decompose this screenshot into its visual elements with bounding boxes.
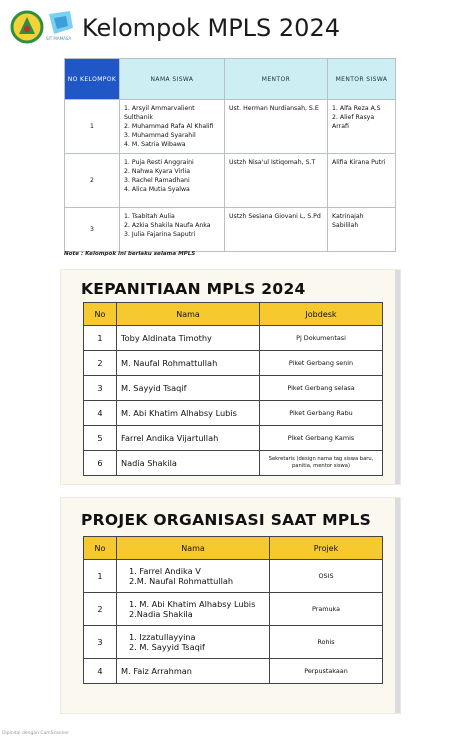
projek-title: PROJEK ORGANISASI SAAT MPLS: [81, 511, 372, 529]
table-row: [84, 426, 383, 451]
header-mentor: MENTOR: [225, 59, 328, 100]
row-nama-list: [117, 593, 270, 626]
kepanitiaan-title: KEPANITIAAN MPLS 2024: [81, 280, 306, 298]
row-no: 1: [84, 326, 117, 351]
table-row: [84, 401, 383, 426]
mentor-student-list: [328, 100, 396, 154]
list-item: 3. Muhammad Syarahil: [124, 132, 196, 139]
list-item: 2. Alief Rasya Arrafi: [332, 114, 375, 130]
row-nama: Nadia Shakila: [117, 451, 260, 476]
table-row: [84, 326, 383, 351]
row-no: 1: [84, 560, 117, 593]
header-nama: Nama: [117, 303, 260, 326]
scanner-watermark: Dipindai dengan CamScanner: [2, 731, 70, 736]
row-no: 4: [84, 401, 117, 426]
list-item: 4. M. Satria Wibawa: [124, 141, 186, 148]
header-nama: Nama: [117, 537, 270, 560]
header-jobdesk: Jobdesk: [260, 303, 383, 326]
kepanitiaan-panel: [60, 269, 401, 485]
row-jobdesk: Pj Dokumentasi: [260, 326, 383, 351]
row-nama-list: [117, 659, 270, 684]
mentor-name: Ustzh Sesiana Giovani L, S.Pd: [225, 208, 328, 252]
header-projek: Projek: [270, 537, 383, 560]
list-item: 1. Tsabitah Aulia: [124, 213, 175, 220]
projek-panel: [60, 497, 401, 714]
list-item: 3. Julia Fajarina Saputri: [124, 231, 196, 238]
panel-accent-bar: [395, 498, 400, 713]
list-item: 1. Arsyil Ammarvalient Sulthanik: [124, 105, 195, 121]
student-list: [120, 154, 225, 208]
row-nama: Toby Aldinata Timothy: [117, 326, 260, 351]
row-projek: Rohis: [270, 626, 383, 659]
table-row: [84, 626, 383, 659]
row-jobdesk: Piket Gerbang selasa: [260, 376, 383, 401]
school-logo: [10, 10, 44, 44]
list-item: 1. Alfa Reza A.S: [332, 105, 381, 112]
row-jobdesk: Piket Gerbang senin: [260, 351, 383, 376]
group-no: 2: [65, 154, 120, 208]
list-item: 4. Alica Mutia Syalwa: [124, 186, 190, 193]
table-row: [84, 376, 383, 401]
panel-accent-bar: [395, 270, 400, 484]
projek-table: [83, 536, 383, 684]
row-nama-list: [117, 560, 270, 593]
row-no: 3: [84, 376, 117, 401]
row-projek: OSIS: [270, 560, 383, 593]
row-jobdesk: Piket Gerbang Rabu: [260, 401, 383, 426]
list-item: Alifia Kirana Putri: [332, 159, 386, 166]
row-no: 4: [84, 659, 117, 684]
table-row: [84, 351, 383, 376]
table-row: [65, 208, 396, 252]
table-header-row: [84, 537, 383, 560]
list-item: M. Faiz Arrahman: [121, 666, 192, 676]
row-jobdesk: Sekretaris (design nama tag siswa baru, panitia, mentor siswa): [260, 451, 383, 476]
logo-caption: SIT MAMASA: [46, 36, 72, 41]
table-note: Note : Kelompok ini berlaku selama MPLS: [64, 251, 196, 257]
table-row: [65, 100, 396, 154]
row-projek: Perpustakaan: [270, 659, 383, 684]
header-nama-siswa: NAMA SISWA: [120, 59, 225, 100]
table-row: [84, 593, 383, 626]
list-item: 2.Nadia Shakila: [129, 609, 193, 619]
row-projek: Pramuka: [270, 593, 383, 626]
row-no: 2: [84, 593, 117, 626]
row-no: 5: [84, 426, 117, 451]
table-header-row: [65, 59, 396, 100]
list-item: 1. Izzatullayyina: [129, 632, 196, 642]
header-no: No: [84, 303, 117, 326]
list-item: 2. Muhammad Rafa Al Khalifi: [124, 123, 214, 130]
list-item: 3. Rachel Ramadhani: [124, 177, 190, 184]
list-item: 2. Nahwa Kyara Virlia: [124, 168, 190, 175]
list-item: Katrinajah Sabililah: [332, 213, 364, 229]
mentor-name: Ustzh Nisa'ul Istiqomah, S.T: [225, 154, 328, 208]
header-mentor-siswa: MENTOR SISWA: [328, 59, 396, 100]
list-item: 2. M. Sayyid Tsaqif: [129, 642, 205, 652]
mentor-name: Ust. Herman Nurdiansah, S.E: [225, 100, 328, 154]
mentor-student-list: [328, 208, 396, 252]
row-nama: M. Abi Khatim Alhabsy Lubis: [117, 401, 260, 426]
table-row: [84, 560, 383, 593]
row-nama: M. Naufal Rohmattullah: [117, 351, 260, 376]
row-no: 2: [84, 351, 117, 376]
table-row: [65, 154, 396, 208]
row-nama: M. Sayyid Tsaqif: [117, 376, 260, 401]
kelompok-table: [64, 58, 396, 252]
group-no: 3: [65, 208, 120, 252]
list-item: 1. Puja Resti Anggraini: [124, 159, 194, 166]
student-list: [120, 208, 225, 252]
list-item: 1. Farrel Andika V: [129, 566, 201, 576]
table-row: [84, 451, 383, 476]
table-header-row: [84, 303, 383, 326]
kepanitiaan-table: [83, 302, 383, 476]
table-row: [84, 659, 383, 684]
list-item: 2. Azkia Shakila Naufa Anka: [124, 222, 211, 229]
header-no-kelompok: NO KELOMPOK: [65, 59, 120, 100]
row-nama: Farrel Andika Vijartullah: [117, 426, 260, 451]
page-title: Kelompok MPLS 2024: [82, 14, 340, 42]
header-no: No: [84, 537, 117, 560]
list-item: 2.M. Naufal Rohmattullah: [129, 576, 234, 586]
list-item: 1. M. Abi Khatim Alhabsy Lubis: [129, 599, 256, 609]
row-nama-list: [117, 626, 270, 659]
group-no: 1: [65, 100, 120, 154]
row-jobdesk: Piket Gerbang Kamis: [260, 426, 383, 451]
row-no: 6: [84, 451, 117, 476]
student-list: [120, 100, 225, 154]
row-no: 3: [84, 626, 117, 659]
mentor-student-list: [328, 154, 396, 208]
